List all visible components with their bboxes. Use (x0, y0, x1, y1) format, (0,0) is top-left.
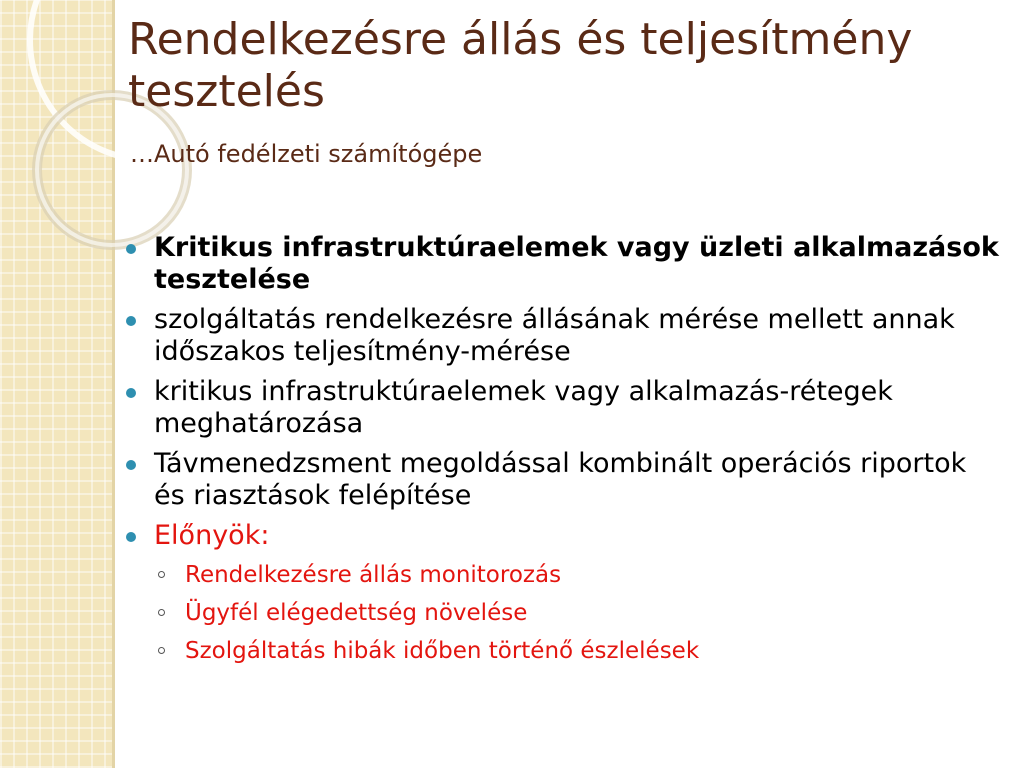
bullet-dot-icon (126, 244, 136, 254)
bullet-text: kritikus infrastruktúraelemek vagy alkalmazás-rétegek meghatározása (154, 376, 893, 439)
bullet-item (122, 448, 1002, 512)
sub-bullet-text: Rendelkezésre állás monitorozás (185, 562, 562, 588)
sub-bullet-text: Szolgáltatás hibák időben történő észlelések (185, 638, 700, 664)
sub-bullet-item (122, 598, 1002, 628)
slide-title: Rendelkezésre állás és teljesítmény tesztelés (128, 14, 913, 117)
bullet-item (122, 232, 1002, 296)
bullet-dot-icon (126, 532, 136, 542)
bullet-dot-icon (126, 460, 136, 470)
sub-bullet-item (122, 636, 1002, 666)
slide-subtitle: …Autó fedélzeti számítógépe (130, 140, 483, 168)
sub-bullet-ring-icon (158, 571, 165, 578)
bullet-dot-icon (126, 316, 136, 326)
bullet-text: Kritikus infrastruktúraelemek vagy üzleti alkalmazások tesztelése (154, 232, 999, 295)
bullet-item-benefits (122, 520, 1002, 552)
sub-bullet-item (122, 560, 1002, 590)
bullet-text: Távmenedzsment megoldással kombinált operációs riportok és riasztások felépítése (154, 448, 967, 511)
sub-bullet-ring-icon (158, 609, 165, 616)
bullet-text: szolgáltatás rendelkezésre állásának mérése mellett annak időszakos teljesítmény-mérése (154, 304, 955, 367)
bullet-item (122, 376, 1002, 440)
bullet-list (122, 232, 1002, 674)
bullet-dot-icon (126, 388, 136, 398)
bullet-item (122, 304, 1002, 368)
bullet-text: Előnyök: (154, 520, 270, 551)
sub-bullet-text: Ügyfél elégedettség növelése (185, 600, 528, 626)
sub-bullet-ring-icon (158, 647, 165, 654)
